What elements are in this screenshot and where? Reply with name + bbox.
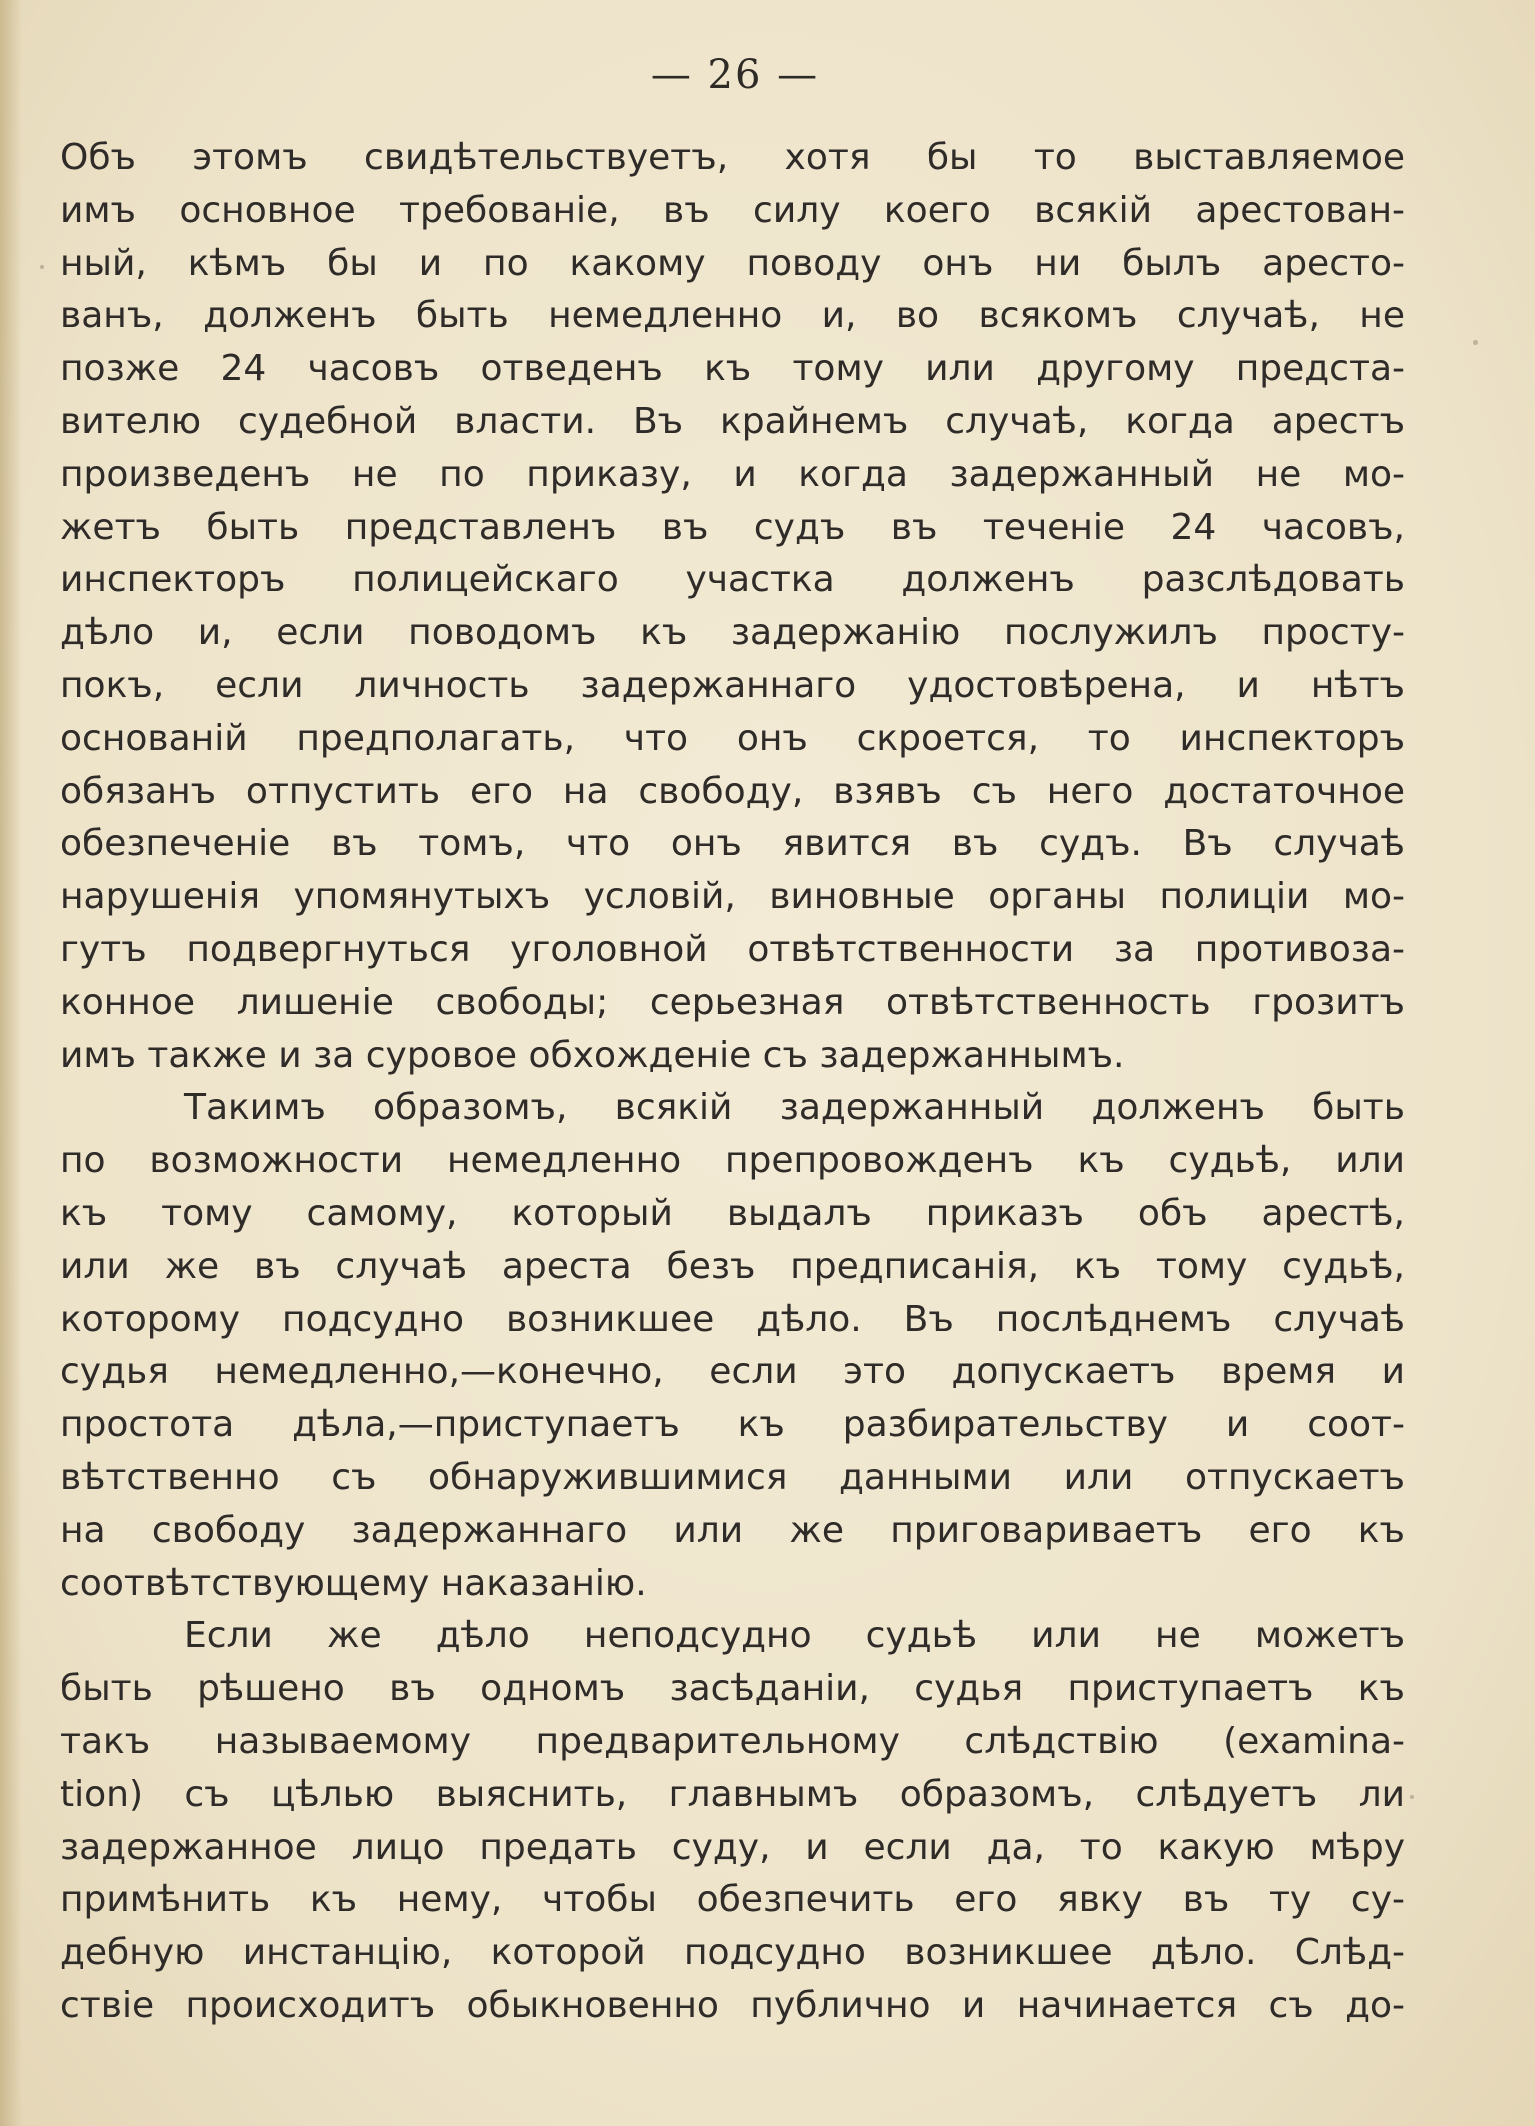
text-line: Объ этомъ свидѣтельствуетъ, хотя бы то выставляемое <box>60 137 1405 178</box>
paragraph <box>60 1610 1405 2032</box>
text-line: такъ называемому предварительному слѣдствію (examina- <box>60 1720 1405 1762</box>
text-line: задержанное лицо предать суду, и если да, то какую мѣру <box>60 1826 1405 1868</box>
text-line: tion) съ цѣлью выяснить, главнымъ образомъ, слѣдуетъ ли <box>60 1773 1405 1815</box>
text-line: имъ также и за суровое обхожденіе съ задержаннымъ. <box>60 1034 1125 1076</box>
text-line: позже 24 часовъ отведенъ къ тому или другому предста- <box>60 348 1405 390</box>
text-line: вителю судебной власти. Въ крайнемъ случаѣ, когда арестъ <box>60 400 1405 442</box>
text-line: простота дѣла,—приступаетъ къ разбирательству и соот- <box>60 1404 1405 1446</box>
text-line: дѣло и, если поводомъ къ задержанію послужилъ просту- <box>60 612 1405 654</box>
text-line: къ тому самому, который выдалъ приказъ объ арестѣ, <box>60 1192 1405 1234</box>
body-text <box>60 132 1405 2033</box>
text-line: нарушенія упомянутыхъ условій, виновные органы полиціи мо- <box>60 876 1405 918</box>
text-line: быть рѣшено въ одномъ засѣданіи, судья приступаетъ къ <box>60 1668 1405 1710</box>
paper-speck <box>1410 1795 1414 1799</box>
text-line: покъ, если личность задержаннаго удостовѣрена, и нѣтъ <box>60 664 1405 706</box>
text-line: Если же дѣло неподсудно судьѣ или не можетъ <box>184 1615 1405 1657</box>
text-line: ванъ, долженъ быть немедленно и, во всякомъ случаѣ, не <box>60 295 1405 337</box>
text-line: примѣнить къ нему, чтобы обезпечить его явку въ ту су- <box>60 1879 1405 1921</box>
text-line: на свободу задержаннаго или же приговариваетъ его къ <box>60 1509 1405 1551</box>
paragraph <box>60 1082 1405 1610</box>
text-line: дебную инстанцію, которой подсудно возникшее дѣло. Слѣд- <box>60 1932 1405 1974</box>
text-line: соотвѣтствующему наказанію. <box>60 1562 647 1604</box>
text-line: Такимъ образомъ, всякій задержанный долженъ быть <box>184 1087 1405 1129</box>
paragraph <box>60 132 1405 1082</box>
paper-speck <box>40 265 44 269</box>
text-line: обезпеченіе въ томъ, что онъ явится въ судъ. Въ случаѣ <box>60 823 1405 865</box>
text-line: произведенъ не по приказу, и когда задержанный не мо- <box>60 453 1405 495</box>
text-line: жетъ быть представленъ въ судъ въ теченіе 24 часовъ, <box>60 506 1405 548</box>
paper-speck <box>1473 340 1478 345</box>
text-line: имъ основное требованіе, въ силу коего всякій арестован- <box>60 189 1405 231</box>
text-line: ный, кѣмъ бы и по какому поводу онъ ни былъ аресто- <box>60 242 1405 284</box>
text-line: ствіе происходитъ обыкновенно публично и начинается съ до- <box>60 1984 1405 2026</box>
text-line: обязанъ отпустить его на свободу, взявъ съ него достаточное <box>60 770 1405 812</box>
text-line: основаній предполагать, что онъ скроется, то инспекторъ <box>60 717 1405 759</box>
text-line: которому подсудно возникшее дѣло. Въ послѣднемъ случаѣ <box>60 1298 1405 1340</box>
text-line: конное лишеніе свободы; серьезная отвѣтственность грозитъ <box>60 981 1405 1023</box>
text-line: или же въ случаѣ ареста безъ предписанія, къ тому судьѣ, <box>60 1245 1405 1287</box>
text-line: судья немедленно,—конечно, если это допускаетъ время и <box>60 1351 1405 1393</box>
page-spine-shadow <box>0 0 22 2126</box>
text-line: вѣтственно съ обнаружившимися данными или отпускаетъ <box>60 1456 1405 1498</box>
text-line: по возможности немедленно препровожденъ къ судьѣ, или <box>60 1140 1405 1182</box>
page-number: — 26 — <box>650 52 820 98</box>
text-line: инспекторъ полицейскаго участка долженъ разслѣдовать <box>60 559 1405 601</box>
text-line: гутъ подвергнуться уголовной отвѣтственности за противоза- <box>60 928 1405 970</box>
